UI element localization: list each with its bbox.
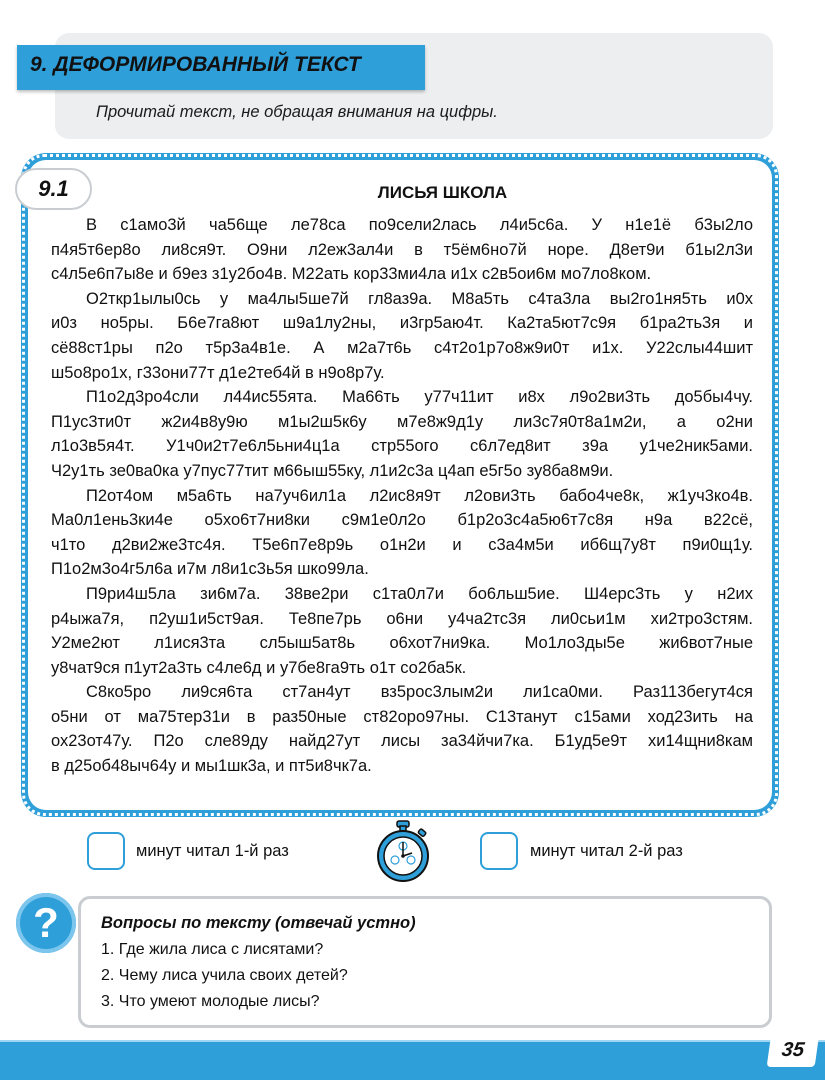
story-line: Ч2у1ть зе0ва0ка у7пус77тит м66ыш55ку, л1и2с3а ц4ап е5г5о зу8ба8м9и. [51,461,614,480]
story-line: ох23от47у. П2о сле89ду найд27ут лисы за34йчи7ка. Б1уд5е9т хи14щни8кам [51,732,753,751]
story-line: О2ткр1ылы0сь у ма4лы5ше7й гл8аз9а. М8а5ть с4та3ла вы2го1ня5ть и0х [86,289,753,308]
story-line: сё88ст1ры п2о т5р3а4в1е. А м2а7т6ь с4т2о1р7о8ж9и0т и1х. У22слы44шит [51,338,753,357]
story-line: о5ни от ма75тер31и в раз50ные ст82оро97ны. С13танут с15ами ход23ить на [51,707,753,726]
story-text [51,213,753,779]
story-paragraph-1 [51,213,753,287]
story-line: С8ко5ро ли9ся6та ст7ан4ут вз5рос3лым2и ли1са0ми. Раз113бегут4ся [86,683,753,702]
story-line: у8чат9ся п1ут2а3ть с4ле6д и у7бе8га9ть о1т со2ба5к. [51,658,467,677]
story-line: В с1амо3й ча56ще ле78са по9сели2лась л4и5с6а. У н1е1ё б3ы2ло [86,216,753,234]
question-item: 2. Чему лиса учила своих детей? [101,967,348,984]
question-item: 3. Что умеют молодые лисы? [101,993,320,1010]
story-line: ч1то д2ви2же3тс4я. Т5е6п7е8р9ь о1н2и и с3а4м5и иб6щ7у8т п9и0щ1у. [51,535,753,554]
story-paragraph-2 [51,287,753,385]
footer-bar [0,1042,825,1080]
instruction-text: Прочитай текст, не обращая внимания на цифры. [96,103,498,121]
exercise-number-badge: 9.1 [15,168,92,210]
story-line: Ма0л1ень3ки4е о5хо6т7ни8ки с9м1е0л2о б1р2о3с4а5ю6т7с8я н9а в22сё, [51,511,753,530]
story-line: р4ыжа7я, п2уш1и5ст9ая. Те8пе7рь о6ни у4ча2тс3я ли0сьи1м хи2тро3стям. [51,609,753,628]
second-reading-time-box[interactable] [480,832,518,870]
story-title: ЛИСЬЯ ШКОЛА [377,183,508,202]
story-line: л1о3в5я4т. У1ч0и2т7е6л5ьни4ц1а стр55ого с6л7ед8ит з9а у1че2ник5ами. [51,437,753,456]
page-number: 35 [767,1033,820,1067]
story-line: с4л5е6п7ы8е и б9ез з1у2бо4в. М22ать кор33ми4ла и1х с2в5ои6м мо7ло8ком. [51,265,652,284]
story-line: и0з но5ры. Б6е7га8ют ш9а1лу2ны, и3гр5аю4т. Ка2та5ют7с9я б1ра2ть3я и [51,314,753,333]
story-line: П2от4ом м5а6ть на7уч6ил1а л2ис8я9т л2ови3ть бабо4че8к, ж1уч3ко4в. [86,486,753,505]
story-paragraph-5 [51,582,753,680]
story-line: П1о2д3ро4сли л44ис55ята. Ма66ть у77ч11ит и8х л9о2ви3ть до5бы4чу. [86,388,753,407]
question-item: 1. Где жила лиса с лисятами? [101,941,324,958]
story-line: П1о2м3о4г5л6а и7м л8и1с3ь5я шко99ла. [51,560,369,579]
story-paragraph-6 [51,680,753,778]
question-mark-icon: ? [16,893,76,953]
questions-heading: Вопросы по тексту (отвечай устно) [101,914,416,932]
section-title: 9. ДЕФОРМИРОВАННЫЙ ТЕКСТ [30,53,361,76]
stopwatch-icon [375,820,431,882]
story-line: ш5о8ро1х, г33они77т д1е2теб4й в н9о8р7у. [51,363,385,382]
story-line: в д25об48ыч64у и мы1шк3а, и пт5и8чк7а. [51,757,372,776]
first-reading-time-box[interactable] [87,832,125,870]
story-paragraph-3 [51,385,753,483]
story-line: У2ме2ют л1ися3та сл5ыш5ат8ь о6хот7ни9ка. Мо1ло3ды5е жи6вот7ные [51,634,753,653]
second-reading-time-label: минут читал 2-й раз [530,842,683,860]
story-line: П9ри4ш5ла зи6м7а. 38ве2ри с1та0л7и бо6льш5ие. Ш4ерс3ть у н2их [86,584,753,603]
story-line: П1ус3ти0т ж2и4в8у9ю м1ы2ш5к6у м7е8ж9д1у ли3с7я0т8а1м2и, а о2ни [51,412,753,431]
first-reading-time-label: минут читал 1-й раз [136,842,289,860]
story-line: п4я5т6ер8о ли8ся9т. О9ни л2еж3ал4и в т5ём6но7й норе. Д8ет9и б1ы2л3и [51,240,753,259]
story-paragraph-4 [51,484,753,582]
